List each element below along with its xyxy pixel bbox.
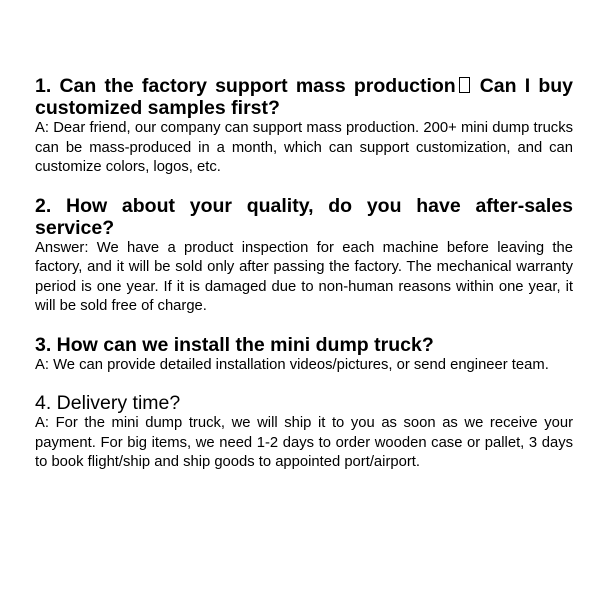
faq-answer-3: A: We can provide detailed installation videos/pictures, or send engineer team. bbox=[35, 356, 549, 373]
faq-question-1-part-1: 1. Can the factory support mass production bbox=[35, 75, 456, 97]
faq-list bbox=[35, 75, 573, 473]
faq-answer-4: A: For the mini dump truck, we will ship it to you as soon as we receive your payment. For big items, we need 1-2 days to order wooden case or pallet, 3 days to book flight/ship and ship goods to appointed port/airport. bbox=[35, 415, 573, 470]
faq-question-2: 2. How about your quality, do you have after-sales service? bbox=[35, 194, 573, 239]
faq-item-3 bbox=[35, 334, 573, 376]
faq-item-4 bbox=[35, 392, 573, 473]
faq-answer-1: A: Dear friend, our company can support mass production. 200+ mini dump trucks can be mass-produced in a month, which can support customization, and can customize colors, logos, etc. bbox=[35, 120, 573, 175]
faq-question-1-part-2: Can I buy customized samples first? bbox=[35, 75, 574, 119]
faq-question-3: 3. How can we install the mini dump truck? bbox=[35, 333, 434, 356]
missing-glyph-box-icon bbox=[459, 77, 470, 93]
faq-question-1 bbox=[35, 75, 573, 119]
faq-item-1 bbox=[35, 75, 573, 178]
faq-answer-2: Answer: We have a product inspection for each machine before leaving the factory, and it will be sold only after passing the factory. The mechanical warranty period is one year. If it is damaged due to non-human reasons within one year, it will be sold free of charge. bbox=[35, 239, 573, 314]
faq-question-4: 4. Delivery time? bbox=[35, 392, 181, 414]
faq-item-2 bbox=[35, 195, 573, 317]
